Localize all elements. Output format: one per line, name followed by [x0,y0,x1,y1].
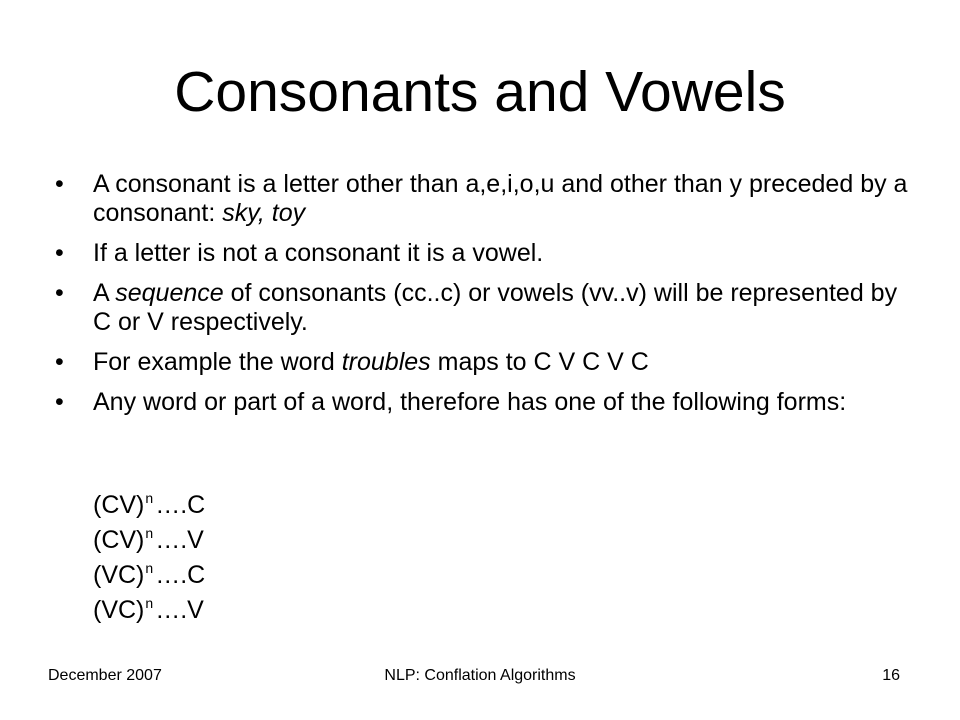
bullet-text [93,279,897,336]
form-base: (VC) [93,561,145,589]
bullet-text-segment: maps to C V C V C [430,348,649,376]
page-number: 16 [882,667,900,684]
word-form [93,519,205,554]
bullet-text-emphasis: troubles [341,348,431,376]
bullet-text-segment: Any word or part of a word, therefore has one of the following forms: [93,388,847,416]
bullet-dot-icon: • [55,239,64,267]
bullet-item [54,239,914,268]
bullet-text [93,388,846,416]
bullet-text-emphasis: sky, toy [222,199,306,227]
word-form [93,484,205,519]
bullet-text-segment: A consonant is a letter other than a,e,i,o,u and other than y preceded by a consonant: [93,170,908,227]
slide-title: Consonants and Vowels [174,60,786,124]
bullet-text [93,239,543,267]
form-base: (CV) [93,491,145,519]
bullet-item [54,388,914,417]
bullet-item [54,279,914,337]
word-form [93,554,205,589]
form-exponent: n [145,595,154,611]
bullet-text [93,170,907,227]
bullet-text-emphasis: sequence [115,279,224,307]
bullet-text-segment: of consonants (cc..c) or vowels (vv..v) will be represented by C or V respectively. [93,279,898,336]
bullet-dot-icon: • [55,388,64,416]
footer-date: December 2007 [48,667,162,684]
form-exponent: n [145,525,154,541]
word-forms-list [93,484,205,624]
bullet-text-segment: For example the word [93,348,342,376]
bullet-text [93,348,649,376]
bullet-dot-icon: • [55,348,64,376]
bullet-text-segment: A [93,279,116,307]
form-base: (VC) [93,596,145,624]
form-tail: ….V [155,596,204,624]
word-form [93,589,205,624]
bullet-list [54,170,914,428]
bullet-item [54,348,914,377]
form-base: (CV) [93,526,145,554]
form-tail: ….C [155,561,206,589]
bullet-item [54,170,914,228]
form-exponent: n [145,490,154,506]
form-tail: ….V [155,526,204,554]
form-exponent: n [145,560,154,576]
bullet-dot-icon: • [55,279,64,307]
bullet-text-segment: If a letter is not a consonant it is a vowel. [93,239,544,267]
form-tail: ….C [155,491,206,519]
bullet-dot-icon: • [55,170,64,198]
footer-title: NLP: Conflation Algorithms [384,667,576,684]
